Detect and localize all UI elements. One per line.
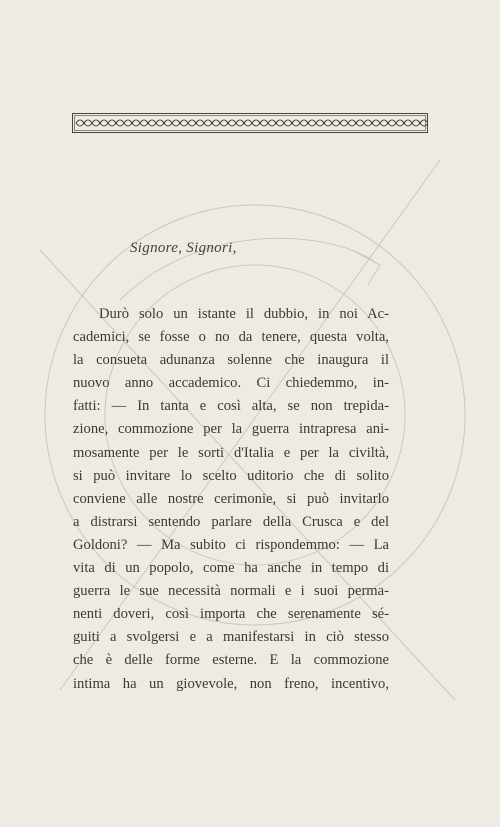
body-paragraph xyxy=(73,303,389,696)
text-line: fatti: — In tanta e così alta, se non trepida- xyxy=(73,398,389,415)
text-line: guiti a svolgersi e a manifestarsi in ciò stesso xyxy=(73,629,389,646)
text-line: conviene alle nostre cerimonie, si può invitarlo xyxy=(73,490,389,507)
text-line: guerra le sue necessità normali e i suoi perma- xyxy=(73,583,389,600)
text-line: cademici, se fosse o no da tenere, questa volta, xyxy=(73,329,389,346)
text-line: vita di un popolo, come ha anche in tempo di xyxy=(73,560,389,577)
salutation: Signore, Signori, xyxy=(130,240,237,256)
text-line: che è delle forme esterne. E la commozione xyxy=(73,652,389,669)
text-line: zione, commozione per la guerra intrapresa ani- xyxy=(73,421,389,438)
decorative-border-ornament xyxy=(72,113,428,133)
text-line: si può invitare lo scelto uditorio che di solito xyxy=(73,467,389,484)
text-line: Durò solo un istante il dubbio, in noi Ac- xyxy=(99,306,389,322)
text-line: a distrarsi sentendo parlare della Crusca e del xyxy=(73,513,389,530)
text-line: mosamente per le sorti d'Italia e per la civiltà, xyxy=(73,444,389,461)
text-line: intima ha un giovevole, non freno, incentivo, xyxy=(73,675,389,692)
text-line: Goldoni? — Ma subito ci rispondemmo: — La xyxy=(73,536,389,553)
text-line: la consueta adunanza solenne che inaugura il xyxy=(73,352,389,369)
text-line: nenti doveri, così importa che serenamente sé- xyxy=(73,606,389,623)
text-line: nuovo anno accademico. Ci chiedemmo, in- xyxy=(73,375,389,392)
